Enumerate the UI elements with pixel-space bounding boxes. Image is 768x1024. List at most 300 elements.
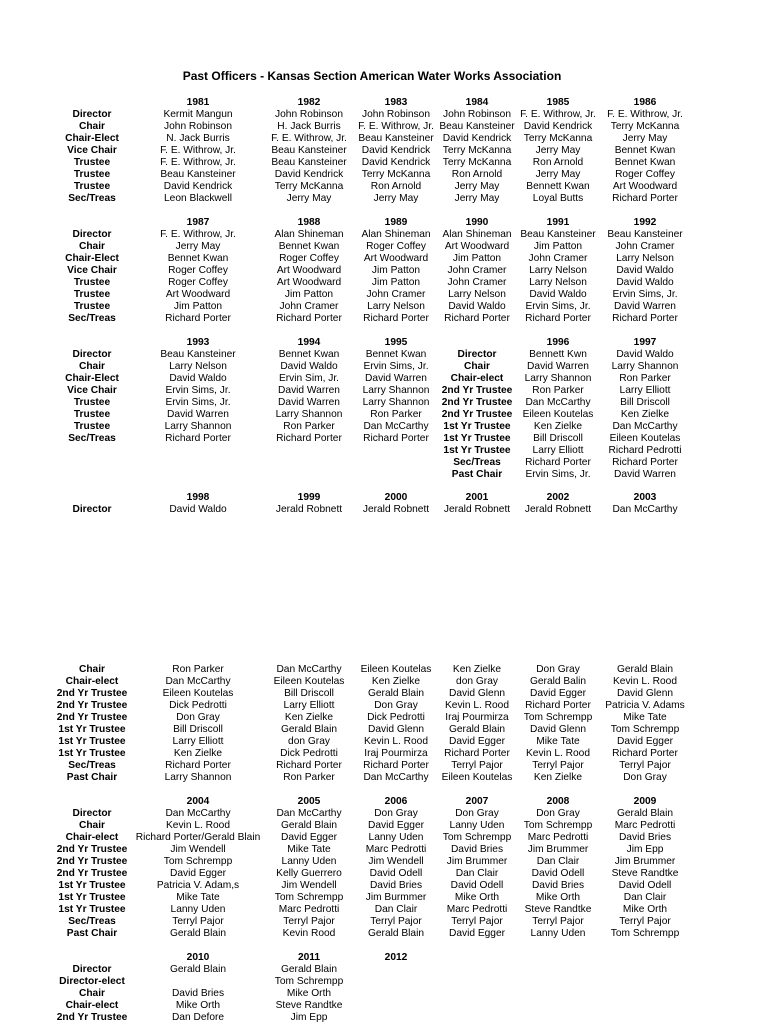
- officer-name: Art Woodward: [276, 265, 342, 276]
- officer-name: Marc Pedrotti: [614, 820, 676, 831]
- officer-name: Roger Coffey: [279, 253, 339, 264]
- officer-name: David Bries: [450, 844, 504, 855]
- officer-name: don Gray: [456, 676, 498, 687]
- year-header: 1983: [384, 97, 408, 108]
- role-label: 2nd Yr Trustee: [56, 712, 128, 723]
- officer-name: David Waldo: [616, 265, 674, 276]
- officer-name: Richard Porter: [363, 313, 429, 324]
- officer-name: David Kendrick: [163, 181, 233, 192]
- officer-name: Jim Brummer: [614, 856, 676, 867]
- officer-name: Larry Elliott: [532, 445, 584, 456]
- role-label: 1st Yr Trustee: [443, 445, 511, 456]
- officer-name: Terry McKanna: [442, 145, 512, 156]
- role-label: 2nd Yr Trustee: [441, 385, 513, 396]
- officer-name: Larry Shannon: [164, 421, 232, 432]
- officer-name: Jerry May: [535, 169, 581, 180]
- officer-name: Larry Nelson: [169, 361, 227, 372]
- year-header: 1992: [633, 217, 657, 228]
- officer-name: David Bries: [369, 880, 423, 891]
- year-header: 1989: [384, 217, 408, 228]
- officer-name: Kevin L. Rood: [526, 748, 590, 759]
- officer-name: Mike Tate: [287, 844, 331, 855]
- officer-name: David Glenn: [616, 688, 674, 699]
- role-label: 2nd Yr Trustee: [441, 397, 513, 408]
- officer-name: Don Gray: [374, 700, 418, 711]
- role-label: Director: [72, 109, 112, 120]
- officer-name: Iraj Pourmirza: [364, 748, 428, 759]
- officer-name: David Egger: [448, 928, 506, 939]
- role-label: Past Chair: [451, 469, 503, 480]
- role-label: Chair: [78, 241, 106, 252]
- officer-name: Roger Coffey: [366, 241, 426, 252]
- officer-name: Ervin Sims, Jr.: [165, 385, 231, 396]
- officer-name: Terry McKanna: [361, 169, 431, 180]
- year-header: 1993: [186, 337, 210, 348]
- officer-name: Richard Porter: [165, 313, 231, 324]
- officer-name: Jerry May: [373, 193, 419, 204]
- role-label: Sec/Treas: [68, 760, 116, 771]
- officer-name: David Odell: [531, 868, 585, 879]
- officer-name: Dan McCarthy: [363, 421, 429, 432]
- officer-name: Ervin Sims, Jr.: [165, 397, 231, 408]
- officer-name: Jerry May: [454, 181, 500, 192]
- officer-name: Jim Epp: [290, 1012, 328, 1023]
- officer-name: Gerald Blain: [280, 820, 338, 831]
- role-label: Chair-elect: [65, 1000, 119, 1011]
- officer-name: Ron Parker: [532, 385, 584, 396]
- officer-name: Larry Elliott: [619, 385, 671, 396]
- officer-name: John Robinson: [362, 109, 430, 120]
- officer-name: Dan McCarthy: [525, 397, 591, 408]
- role-label: 2nd Yr Trustee: [56, 700, 128, 711]
- officer-name: Larry Nelson: [448, 289, 506, 300]
- officer-name: Larry Shannon: [524, 373, 592, 384]
- officer-name: Jim Patton: [284, 289, 334, 300]
- officer-name: Tom Schrempp: [523, 712, 593, 723]
- officer-name: David Warren: [278, 385, 340, 396]
- officer-name: Ervin Sims, Jr.: [525, 469, 591, 480]
- officer-name: Bill Driscoll: [620, 397, 670, 408]
- officer-name: Patricia V. Adam,s: [156, 880, 240, 891]
- officer-name: Gerald Blain: [280, 964, 338, 975]
- officer-name: Jerald Robnett: [275, 504, 343, 515]
- officer-name: Richard Porter: [612, 748, 678, 759]
- role-label: Chair: [78, 361, 106, 372]
- officer-name: Lanny Uden: [530, 928, 586, 939]
- officer-name: David Egger: [169, 868, 227, 879]
- role-label: 1st Yr Trustee: [58, 904, 126, 915]
- officer-name: Dan McCarthy: [165, 808, 231, 819]
- role-label: Vice Chair: [67, 265, 117, 276]
- officer-name: Richard Porter: [363, 433, 429, 444]
- role-label: 1st Yr Trustee: [58, 892, 126, 903]
- officer-name: H. Jack Burris: [277, 121, 341, 132]
- officer-name: Larry Elliott: [172, 736, 224, 747]
- year-header: 2004: [186, 796, 210, 807]
- role-label: Chair-elect: [450, 373, 504, 384]
- officer-name: Leon Blackwell: [164, 193, 232, 204]
- officer-name: Kevin Rood: [282, 928, 336, 939]
- year-header: 1982: [297, 97, 321, 108]
- officer-name: David Waldo: [616, 277, 674, 288]
- officer-name: Steve Randtke: [275, 1000, 343, 1011]
- officer-name: Eileen Koutelas: [360, 664, 432, 675]
- officer-name: David Kendrick: [361, 157, 431, 168]
- officer-name: Mike Orth: [454, 892, 500, 903]
- officer-name: Marc Pedrotti: [365, 844, 427, 855]
- officer-name: David Warren: [167, 409, 229, 420]
- officer-name: David Waldo: [448, 301, 506, 312]
- role-label: 1st Yr Trustee: [58, 724, 126, 735]
- officer-name: David Glenn: [529, 724, 587, 735]
- officer-name: Bennett Kwn: [529, 349, 587, 360]
- role-label: Sec/Treas: [68, 433, 116, 444]
- role-label: Chair-Elect: [65, 373, 119, 384]
- officer-name: F. E. Withrow, Jr.: [271, 133, 347, 144]
- year-header: 1997: [633, 337, 657, 348]
- officer-name: Dan McCarthy: [363, 772, 429, 783]
- officer-name: N. Jack Burris: [166, 133, 230, 144]
- officer-name: Lanny Uden: [281, 856, 337, 867]
- officer-name: David Waldo: [616, 349, 674, 360]
- officer-name: Dan Clair: [536, 856, 580, 867]
- year-header: 1998: [186, 492, 210, 503]
- officer-name: Beau Kansteiner: [439, 121, 515, 132]
- officer-name: Bill Driscoll: [533, 433, 583, 444]
- officer-name: Dan Defore: [171, 1012, 225, 1023]
- officer-name: Gerald Blain: [616, 664, 674, 675]
- officer-name: Ken Zielke: [533, 421, 583, 432]
- officer-name: John Cramer: [279, 301, 339, 312]
- officer-name: Alan Shineman: [274, 229, 344, 240]
- year-header: 1995: [384, 337, 408, 348]
- year-header: 1990: [465, 217, 489, 228]
- officer-name: Richard Porter: [444, 748, 510, 759]
- officer-name: Ken Zielke: [371, 676, 421, 687]
- year-header: 1984: [465, 97, 489, 108]
- officer-name: John Robinson: [443, 109, 511, 120]
- officer-name: Jim Patton: [371, 265, 421, 276]
- officer-name: Jim Burmmer: [365, 892, 427, 903]
- officer-name: Gerald Blain: [169, 928, 227, 939]
- officer-name: Don Gray: [536, 664, 580, 675]
- role-label: Sec/Treas: [68, 916, 116, 927]
- officer-name: Tom Schrempp: [610, 724, 680, 735]
- officer-name: David Egger: [280, 832, 338, 843]
- officer-name: Roger Coffey: [168, 265, 228, 276]
- officer-name: David Warren: [278, 397, 340, 408]
- page-title: Past Officers - Kansas Section American Water Works Association: [182, 69, 562, 83]
- officer-name: Ron Parker: [370, 409, 422, 420]
- officer-name: Roger Coffey: [168, 277, 228, 288]
- officer-name: David Bries: [171, 988, 225, 999]
- officer-name: Jerald Robnett: [362, 504, 430, 515]
- officer-name: Terryl Pajor: [619, 916, 671, 927]
- officer-name: F. E. Withrow, Jr.: [520, 109, 596, 120]
- officer-name: Tom Schrempp: [163, 856, 233, 867]
- role-label: Chair-elect: [65, 832, 119, 843]
- officer-name: Gerald Blain: [367, 688, 425, 699]
- officer-name: Larry Nelson: [616, 253, 674, 264]
- officer-name: Tom Schrempp: [274, 892, 344, 903]
- role-label: Director: [72, 964, 112, 975]
- officer-name: Richard Porter: [612, 193, 678, 204]
- role-label: Director: [72, 229, 112, 240]
- role-label: Vice Chair: [67, 385, 117, 396]
- officer-name: David Glenn: [448, 688, 506, 699]
- role-label: Director-elect: [59, 976, 125, 987]
- officer-name: Jerry May: [286, 193, 332, 204]
- officer-name: Kelly Guerrero: [276, 868, 342, 879]
- officer-name: Gerald Blain: [169, 964, 227, 975]
- officer-name: Terryl Pajor: [619, 760, 671, 771]
- officer-name: Lanny Uden: [449, 820, 505, 831]
- officer-name: Gerald Blain: [367, 928, 425, 939]
- officer-name: Steve Randtke: [524, 904, 592, 915]
- role-label: Director: [457, 349, 497, 360]
- officer-name: F. E. Withrow, Jr.: [160, 229, 236, 240]
- officer-name: Jerald Robnett: [524, 504, 592, 515]
- officer-name: Ken Zielke: [452, 664, 502, 675]
- officer-name: Don Gray: [374, 808, 418, 819]
- officer-name: Dan Clair: [374, 904, 418, 915]
- officer-name: Marc Pedrotti: [278, 904, 340, 915]
- officer-name: Richard Porter: [525, 313, 591, 324]
- officer-name: Bennet Kwan: [614, 145, 676, 156]
- year-header: 2011: [297, 952, 321, 963]
- officer-name: Richard Porter/Gerald Blain: [135, 832, 261, 843]
- officer-name: Kevin L. Rood: [445, 700, 509, 711]
- officer-name: Richard Porter: [165, 433, 231, 444]
- role-label: Chair: [463, 361, 491, 372]
- officer-name: David Warren: [614, 469, 676, 480]
- officer-name: David Bries: [618, 832, 672, 843]
- officer-name: Marc Pedrotti: [527, 832, 589, 843]
- officer-name: Terry McKanna: [523, 133, 593, 144]
- officer-name: Richard Porter: [612, 457, 678, 468]
- year-header: 2003: [633, 492, 657, 503]
- officer-name: Gerald Blain: [616, 808, 674, 819]
- officer-name: David Odell: [369, 868, 423, 879]
- role-label: Chair: [78, 820, 106, 831]
- role-label: Chair-Elect: [65, 133, 119, 144]
- officer-name: Dan McCarthy: [276, 664, 342, 675]
- officer-name: Bennet Kwan: [614, 157, 676, 168]
- role-label: Chair-Elect: [65, 253, 119, 264]
- officer-name: Dick Pedrotti: [367, 712, 425, 723]
- officer-name: Don Gray: [623, 772, 667, 783]
- officer-name: Gerald Blain: [280, 724, 338, 735]
- officer-name: Marc Pedrotti: [446, 904, 508, 915]
- officer-name: Alan Shineman: [442, 229, 512, 240]
- role-label: 1st Yr Trustee: [58, 736, 126, 747]
- officer-name: Beau Kansteiner: [358, 133, 434, 144]
- officer-name: Mike Tate: [536, 736, 580, 747]
- year-header: 1981: [186, 97, 210, 108]
- officer-name: Larry Nelson: [367, 301, 425, 312]
- officer-name: Ron Arnold: [532, 157, 584, 168]
- role-label: Trustee: [73, 421, 111, 432]
- officer-name: David Warren: [614, 301, 676, 312]
- role-label: 2nd Yr Trustee: [56, 844, 128, 855]
- officer-name: Jim Epp: [626, 844, 664, 855]
- officer-name: Terry McKanna: [610, 121, 680, 132]
- role-label: 1st Yr Trustee: [58, 880, 126, 891]
- officer-name: Dan McCarthy: [612, 421, 678, 432]
- year-header: 1988: [297, 217, 321, 228]
- officer-name: Terryl Pajor: [532, 760, 584, 771]
- role-label: Trustee: [73, 397, 111, 408]
- officer-name: David Waldo: [529, 289, 587, 300]
- officer-name: F. E. Withrow, Jr.: [160, 145, 236, 156]
- officer-name: John Cramer: [447, 277, 507, 288]
- officer-name: Mike Orth: [535, 892, 581, 903]
- officer-name: Ervin Sims, Jr.: [525, 301, 591, 312]
- officer-name: Richard Porter: [612, 313, 678, 324]
- officer-name: Alan Shineman: [361, 229, 431, 240]
- officer-name: Roger Coffey: [615, 169, 675, 180]
- officer-name: John Cramer: [528, 253, 588, 264]
- officer-name: Terry McKanna: [442, 157, 512, 168]
- officer-name: Eileen Koutelas: [609, 433, 681, 444]
- officer-name: Larry Nelson: [529, 265, 587, 276]
- officer-name: Richard Porter: [276, 760, 342, 771]
- role-label: Chair: [78, 664, 106, 675]
- officer-name: Richard Porter: [276, 433, 342, 444]
- officer-name: Dan McCarthy: [165, 676, 231, 687]
- officer-name: Mike Orth: [175, 1000, 221, 1011]
- role-label: 1st Yr Trustee: [443, 433, 511, 444]
- officer-name: Larry Shannon: [362, 385, 430, 396]
- officer-name: Ken Zielke: [173, 748, 223, 759]
- role-label: 2nd Yr Trustee: [56, 868, 128, 879]
- role-label: Sec/Treas: [68, 313, 116, 324]
- role-label: Trustee: [73, 157, 111, 168]
- officer-name: Terryl Pajor: [451, 760, 503, 771]
- officer-name: Art Woodward: [444, 241, 510, 252]
- officer-name: Don Gray: [455, 808, 499, 819]
- officer-name: Terry McKanna: [274, 181, 344, 192]
- officer-name: Tom Schrempp: [274, 976, 344, 987]
- officer-name: Richard Porter: [525, 700, 591, 711]
- officer-name: Bennet Kwan: [278, 241, 340, 252]
- officer-name: Ron Arnold: [370, 181, 422, 192]
- year-header: 1986: [633, 97, 657, 108]
- officer-name: Jerry May: [535, 145, 581, 156]
- year-header: 1987: [186, 217, 210, 228]
- officer-name: Richard Porter: [525, 457, 591, 468]
- officer-name: Ron Parker: [283, 772, 335, 783]
- role-label: Past Chair: [66, 928, 118, 939]
- role-label: Trustee: [73, 409, 111, 420]
- officer-name: Jim Wendell: [281, 880, 337, 891]
- officer-name: John Cramer: [615, 241, 675, 252]
- role-label: Chair-elect: [65, 676, 119, 687]
- role-label: Director: [72, 808, 112, 819]
- officer-name: Gerald Balin: [529, 676, 587, 687]
- officer-name: David Egger: [448, 736, 506, 747]
- role-label: Sec/Treas: [453, 457, 501, 468]
- officer-name: Richard Porter: [444, 313, 510, 324]
- year-header: 2010: [186, 952, 210, 963]
- officer-name: Dan Clair: [623, 892, 667, 903]
- officer-name: Ervin Sim, Jr.: [278, 373, 340, 384]
- role-label: Sec/Treas: [68, 193, 116, 204]
- year-header: 2009: [633, 796, 657, 807]
- officer-name: Bill Driscoll: [284, 688, 334, 699]
- officer-name: Jim Wendell: [368, 856, 424, 867]
- officer-name: David Kendrick: [523, 121, 593, 132]
- officer-name: Kermit Mangun: [163, 109, 233, 120]
- year-header: 2006: [384, 796, 408, 807]
- officer-name: Larry Elliott: [283, 700, 335, 711]
- officer-name: Terryl Pajor: [451, 916, 503, 927]
- officer-name: David Egger: [367, 820, 425, 831]
- officer-name: Terryl Pajor: [370, 916, 422, 927]
- officer-name: David Kendrick: [274, 169, 344, 180]
- officer-name: don Gray: [288, 736, 330, 747]
- officer-name: Iraj Pourmirza: [445, 712, 509, 723]
- year-header: 2002: [546, 492, 570, 503]
- role-label: Trustee: [73, 169, 111, 180]
- role-label: 2nd Yr Trustee: [56, 856, 128, 867]
- officer-name: John Cramer: [366, 289, 426, 300]
- officer-name: Jim Wendell: [170, 844, 226, 855]
- officer-name: Jim Brummer: [446, 856, 508, 867]
- year-header: 1985: [546, 97, 570, 108]
- officer-name: Loyal Butts: [532, 193, 584, 204]
- officer-name: Bill Driscoll: [173, 724, 223, 735]
- officer-name: Terryl Pajor: [283, 916, 335, 927]
- officer-name: Mike Tate: [176, 892, 220, 903]
- officer-name: F. E. Withrow, Jr.: [160, 157, 236, 168]
- officer-name: Tom Schrempp: [442, 832, 512, 843]
- officer-name: David Waldo: [169, 373, 227, 384]
- officer-name: Jim Patton: [371, 277, 421, 288]
- year-header: 2001: [465, 492, 489, 503]
- year-header: 2007: [465, 796, 489, 807]
- officer-name: Tom Schrempp: [610, 928, 680, 939]
- year-header: 2005: [297, 796, 321, 807]
- officer-name: Kevin L. Rood: [364, 736, 428, 747]
- officer-name: Beau Kansteiner: [607, 229, 683, 240]
- officer-name: David Warren: [527, 361, 589, 372]
- officer-name: David Waldo: [169, 504, 227, 515]
- role-label: Chair: [78, 121, 106, 132]
- officer-name: Jim Patton: [533, 241, 583, 252]
- officer-name: Lanny Uden: [368, 832, 424, 843]
- role-label: Trustee: [73, 301, 111, 312]
- officer-name: Jim Patton: [452, 253, 502, 264]
- officer-name: Larry Shannon: [362, 397, 430, 408]
- officer-name: David Warren: [365, 373, 427, 384]
- officer-name: Eileen Koutelas: [273, 676, 345, 687]
- officer-name: Steve Randtke: [611, 868, 679, 879]
- role-label: Vice Chair: [67, 145, 117, 156]
- officer-name: Jerry May: [454, 193, 500, 204]
- year-header: 1996: [546, 337, 570, 348]
- officer-name: Bennett Kwan: [526, 181, 590, 192]
- officer-name: Bennet Kwan: [365, 349, 427, 360]
- officer-name: Larry Nelson: [529, 277, 587, 288]
- officer-name: Ron Parker: [619, 373, 671, 384]
- officer-name: F. E. Withrow, Jr.: [607, 109, 683, 120]
- officer-name: John Cramer: [447, 265, 507, 276]
- officer-name: Kevin L. Rood: [613, 676, 677, 687]
- role-label: Trustee: [73, 277, 111, 288]
- officer-name: F. E. Withrow, Jr.: [358, 121, 434, 132]
- role-label: Trustee: [73, 289, 111, 300]
